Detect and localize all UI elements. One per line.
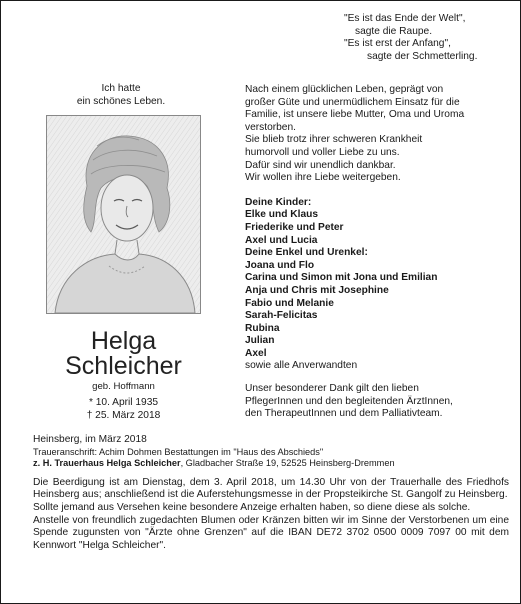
left-quote [41,83,201,108]
poem [344,13,519,63]
tribute-line: Wir wollen ihre Liebe weitergeben. [245,172,401,184]
tribute-line: Sie blieb trotz ihrer schweren Krankheit [245,134,423,146]
family-name: Joana und Flo [245,259,315,271]
address-line: Traueranschrift: Achim Dohmen Bestattungen im "Haus des Abschieds" [33,446,324,457]
thanks-line: Unser besonderer Dank gilt den lieben [245,383,419,395]
thanks-text [245,383,513,421]
family-name: Friederike und Peter [245,221,344,233]
family-name: Anja und Chris mit Josephine [245,284,389,296]
family-column [245,84,513,421]
tribute-line: Nach einem glücklichen Leben, geprägt von [245,84,444,95]
first-name: Helga [90,327,157,355]
born-name: geb. Hoffmann [92,381,155,392]
address-line [33,458,509,470]
grandchildren-heading: Deine Enkel und Urenkel: [245,247,368,259]
family-name: Carina und Simon mit Jona und Emilian [245,272,438,284]
address-bold: z. H. Trauerhaus Helga Schleicher [33,458,181,469]
family-name: Axel [245,347,267,359]
poem-line: sagte die Raupe. [355,25,433,37]
birth-date: * 10. April 1935 [88,397,159,408]
thanks-line: PflegerInnen und den begleitenden ÄrztInnen, [245,395,453,407]
relatives-line: sowie alle Anverwandten [245,360,358,372]
children-heading: Deine Kinder: [245,196,312,208]
tribute-line: humorvoll und voller Liebe zu uns. [245,146,400,158]
tribute-text [245,84,513,185]
family-name: Fabio und Melanie [245,297,334,309]
name-block [41,329,206,422]
funeral-paragraph: Die Beerdigung ist am Dienstag, dem 3. April 2018, um 14.30 Uhr von der Trauerhalle des Friedhofs Heinsberg aus; anschließend ist die Auferstehungsmesse in der Propsteikirche St. Gangolf zu Heinsberg. [33,476,509,501]
tribute-line: Familie, ist unsere liebe Mutter, Oma und Uroma [245,109,465,121]
poem-line: "Es ist das Ende der Welt", [344,13,466,24]
last-name: Schleicher [65,352,182,380]
family-name: Julian [245,335,275,347]
tribute-line: großer Güte und unermüdlichem Einsatz für die [245,96,460,108]
thanks-line: den TherapeutInnen und dem Palliativteam. [245,408,443,420]
death-date: † 25. März 2018 [86,410,161,421]
funeral-paragraph: Sollte jemand aus Versehen keine besondere Anzeige erhalten haben, so diene diese als solche. [33,501,471,513]
place-date: Heinsberg, im März 2018 [33,434,147,445]
poem-line: sagte der Schmetterling. [367,50,478,62]
address-rest: , Gladbacher Straße 19, 52525 Heinsberg-Dremmen [180,458,395,469]
bottom-section [33,434,509,552]
portrait-sketch-icon [46,115,201,314]
family-name: Axel und Lucia [245,234,318,246]
tribute-line: Dafür sind wir unendlich dankbar. [245,159,396,171]
quote-line: ein schönes Leben. [76,95,166,107]
tribute-line: verstorben. [245,121,296,133]
family-name: Rubina [245,322,280,334]
family-name: Elke und Klaus [245,209,319,221]
funeral-paragraph: Anstelle von freundlich zugedachten Blumen oder Kränzen bitten wir im Sinne der Verstorbenen um eine Spende zugunsten von "Ärzte ohne Grenzen" auf die IBAN DE72 3702 0500 0009 7097 00 mit dem Kennwort "Helga Schleicher". [33,514,509,551]
family-name: Sarah-Felicitas [245,310,318,322]
poem-line: "Es ist erst der Anfang", [344,38,451,50]
quote-line: Ich hatte [101,83,141,94]
